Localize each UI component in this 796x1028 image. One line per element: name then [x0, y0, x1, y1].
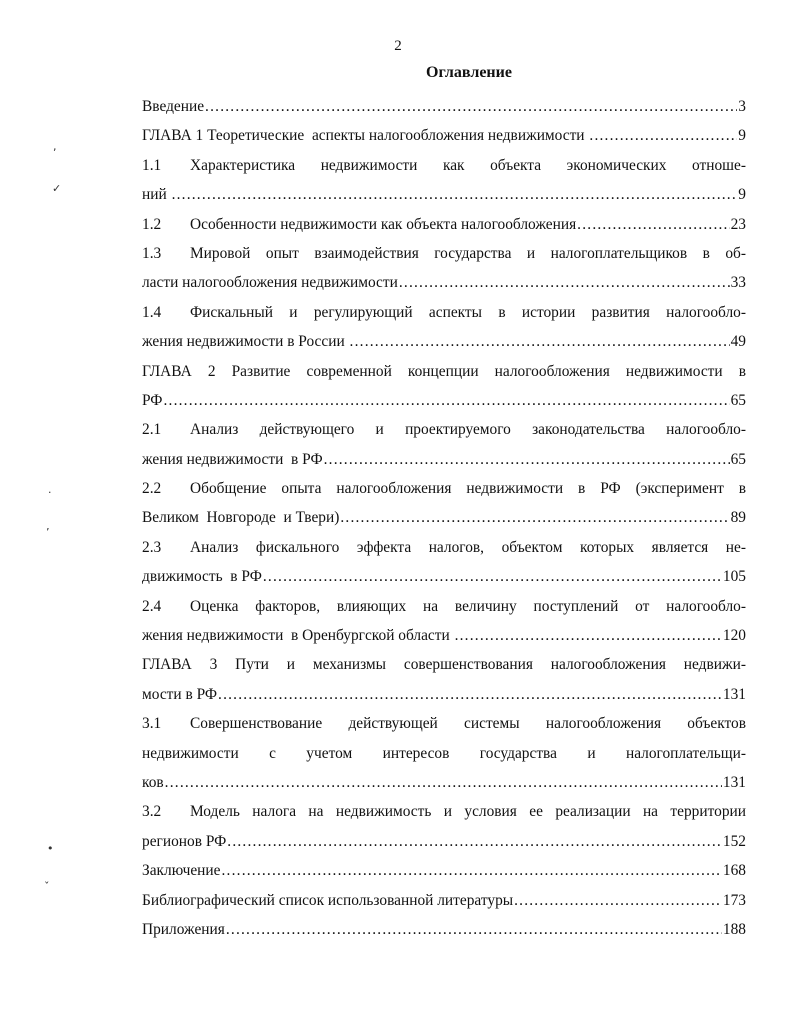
toc-entry-2-4[interactable] [142, 592, 746, 621]
toc-entry-text: Введение [142, 98, 205, 115]
toc-entry-2-3-continued[interactable] [142, 562, 746, 591]
dot-leader [205, 92, 737, 121]
toc-entry-1-4-continued[interactable] [142, 327, 746, 356]
toc-entry-text: ков [142, 773, 164, 791]
toc-entry-page: 33 [730, 274, 746, 292]
toc-entry-page: 173 [722, 891, 746, 909]
toc-entry-2-4-continued[interactable] [142, 621, 746, 650]
toc-entry-text: жения недвижимости в Оренбургской области [142, 627, 454, 645]
toc-entry-page: 120 [722, 627, 746, 645]
toc-entry-text: недвижимости с учетом интересов государства и налогоплательщи- [142, 744, 746, 762]
toc-entry-number: 2.3 [142, 538, 162, 556]
dot-leader [163, 386, 729, 415]
dot-leader [589, 121, 737, 150]
toc-entry-2-1[interactable] [142, 415, 746, 444]
toc-entry-text: ГЛАВА 3 Пути и механизмы совершенствования налогообложения недвижи- [142, 656, 746, 674]
dot-leader [350, 327, 730, 356]
toc-entry-text: жения недвижимости в России [142, 333, 349, 351]
toc-entry-page: 89 [730, 509, 746, 527]
toc-entry-page: 168 [722, 862, 746, 880]
margin-speck: · [48, 486, 52, 499]
margin-speck: ʼ [46, 526, 50, 539]
toc-entry-number: 1.1 [142, 156, 162, 174]
toc-entry-1-1[interactable] [142, 151, 746, 180]
dot-leader [172, 180, 738, 209]
toc-entry-number: 1.4 [142, 303, 162, 321]
toc-entry-chapter-1[interactable] [142, 121, 746, 150]
margin-speck: • [47, 842, 54, 855]
dot-leader [514, 886, 722, 915]
toc-entry-text: Обобщение опыта налогообложения недвижимости в РФ (эксперимент в [190, 480, 746, 498]
dot-leader [226, 915, 722, 944]
toc-entry-text: Анализ действующего и проектируемого законодательства налогообло- [190, 421, 746, 439]
toc-entry-chapter-2-continued[interactable] [142, 386, 746, 415]
toc-entry-3-1[interactable] [142, 709, 746, 738]
toc-entry-2-2[interactable] [142, 474, 746, 503]
toc-entry-appendices[interactable] [142, 915, 746, 944]
toc-entry-text: Особенности недвижимости как объекта налогообложения [190, 215, 577, 233]
toc-entry-1-2[interactable] [142, 210, 746, 239]
toc-entry-conclusion[interactable] [142, 856, 746, 885]
margin-speck: ✓ [52, 182, 62, 195]
toc-entry-text: Фискальный и регулирующий аспекты в истории развития налогообло- [190, 303, 746, 321]
toc-title: Оглавление [426, 64, 512, 81]
margin-speck: ˇ [44, 880, 50, 893]
toc-entry-text: Библиографический список использованной литературы [142, 891, 514, 909]
toc-entry-text: Оценка факторов, влияющих на величину поступлений от налогообло- [190, 597, 746, 615]
toc-entry-3-1-continued-end[interactable] [142, 768, 746, 797]
toc-entry-page: 9 [738, 186, 746, 204]
toc-entry-number: 3.2 [142, 803, 162, 821]
toc-entry-number: 2.1 [142, 421, 162, 439]
toc-entry-page: 131 [722, 773, 746, 791]
toc-entry-text: Приложения [142, 920, 225, 938]
dot-leader [455, 621, 722, 650]
toc-entry-page: 49 [730, 333, 746, 351]
toc-entry-text: Характеристика недвижимости как объекта экономических отноше- [190, 156, 746, 174]
toc-entry-page: 105 [722, 568, 746, 586]
dot-leader [165, 768, 722, 797]
dot-leader [263, 562, 722, 591]
toc-entry-number: 2.4 [142, 597, 162, 615]
toc-entry-text: ласти налогообложения недвижимости [142, 274, 398, 292]
toc-entry-text: РФ [142, 391, 163, 409]
toc-entry-text: Совершенствование действующей системы налогообложения объектов [190, 715, 746, 733]
toc-entry-chapter-3-continued[interactable] [142, 680, 746, 709]
toc-entry-text: Мировой опыт взаимодействия государства и налогоплательщиков в об- [190, 244, 746, 262]
toc-entry-1-3-continued[interactable] [142, 268, 746, 297]
dot-leader [340, 503, 729, 532]
toc-entry-text: ний [142, 186, 171, 204]
toc-entry-text: ГЛАВА 2 Развитие современной концепции налогообложения недвижимости в [142, 362, 746, 380]
toc-entry-number: 1.3 [142, 244, 162, 262]
dot-leader [324, 445, 730, 474]
toc-entry-page: 9 [738, 127, 746, 145]
toc-entry-1-1-continued[interactable] [142, 180, 746, 209]
toc-entry-number: 2.2 [142, 480, 162, 498]
toc-entry-text: движимость в РФ [142, 568, 262, 586]
toc-entry-number: 3.1 [142, 715, 162, 733]
toc-entry-2-1-continued[interactable] [142, 445, 746, 474]
toc-entry-2-3[interactable] [142, 533, 746, 562]
toc-entry-text: регионов РФ [142, 832, 227, 850]
margin-speck: , [53, 140, 57, 153]
toc-entry-3-2[interactable] [142, 797, 746, 826]
toc-entry-text: жения недвижимости в РФ [142, 450, 323, 468]
toc-entry-text: Великом Новгороде и Твери) [142, 509, 340, 527]
toc-entry-page: 188 [722, 920, 746, 938]
toc-entry-text: Модель налога на недвижимость и условия ее реализации на территории [190, 803, 746, 821]
toc-entry-number: 1.2 [142, 215, 162, 233]
dot-leader [577, 210, 729, 239]
toc-entry-chapter-2[interactable] [142, 357, 746, 386]
toc-entry-text: Заключение [142, 862, 221, 880]
toc-entry-3-1-continued[interactable] [142, 739, 746, 768]
toc-entry-page: 65 [730, 391, 746, 409]
toc-entry-3-2-continued[interactable] [142, 827, 746, 856]
dot-leader [218, 680, 722, 709]
toc-entry-text: ГЛАВА 1 Теоретические аспекты налогообложения недвижимости [142, 127, 589, 145]
toc-entry-1-4[interactable] [142, 298, 746, 327]
page-number: 2 [394, 38, 402, 54]
toc-entry-page: 152 [722, 832, 746, 850]
toc-entry-text: Анализ фискального эффекта налогов, объектом которых является не- [190, 538, 746, 556]
toc-entry-page: 131 [722, 685, 746, 703]
dot-leader [399, 268, 730, 297]
dot-leader [222, 856, 722, 885]
toc-entry-introduction[interactable] [142, 92, 746, 121]
toc-entry-1-3[interactable] [142, 239, 746, 268]
toc-entry-2-2-continued[interactable] [142, 503, 746, 532]
toc-entry-page: 65 [730, 450, 746, 468]
table-of-contents [142, 92, 746, 944]
toc-entry-page: 3 [738, 98, 746, 115]
dot-leader [227, 827, 722, 856]
toc-entry-page: 23 [730, 215, 746, 233]
toc-entry-text: мости в РФ [142, 685, 218, 703]
toc-entry-bibliography[interactable] [142, 886, 746, 915]
toc-entry-chapter-3[interactable] [142, 650, 746, 679]
